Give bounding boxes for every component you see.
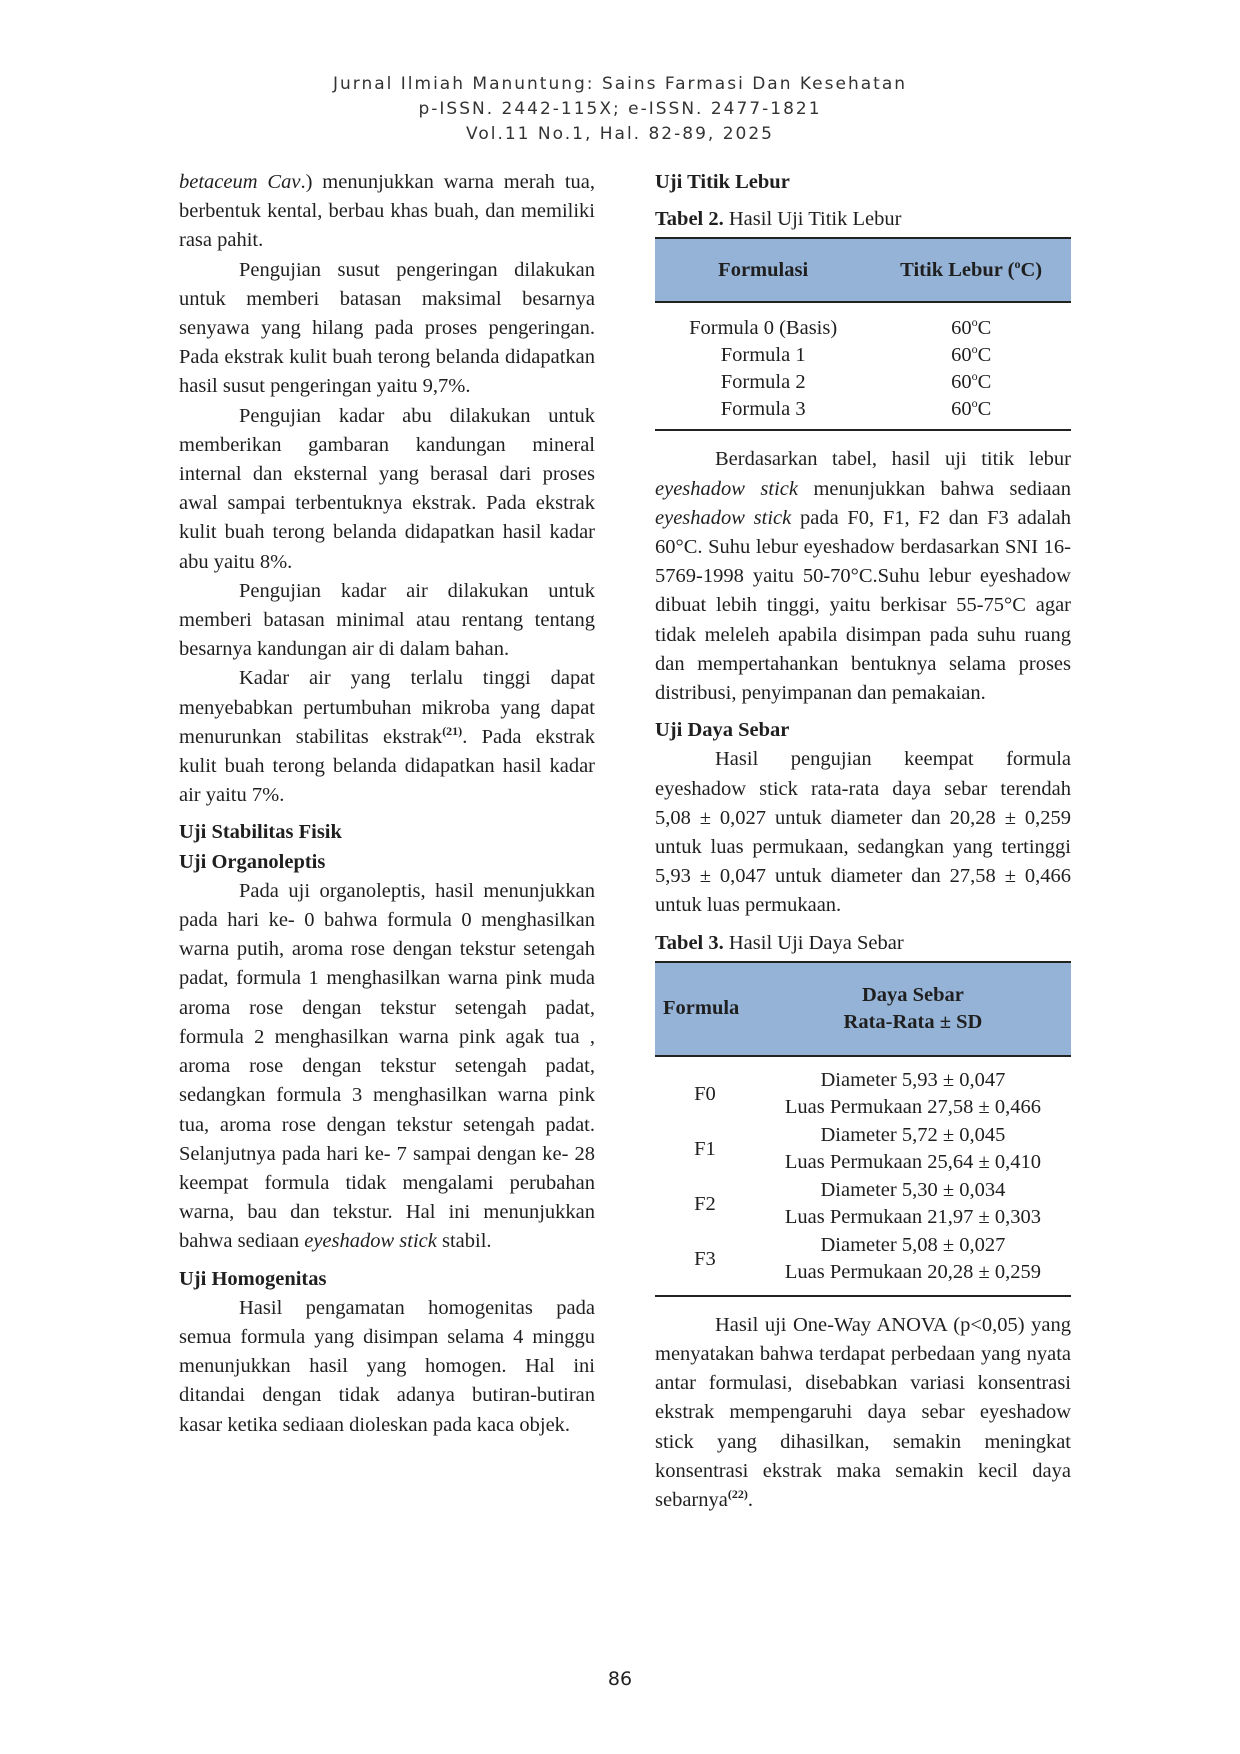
paragraph: Pengujian susut pengeringan dilakukan untuk memberi batasan maksimal besarnya senyawa yang hilang pada proses pengeringan. Pada ekstrak kulit buah terong belanda didapatkan hasil susut pengeringan yaitu 9,7%. xyxy=(179,258,595,398)
table-row: F2 Diameter 5,30 ± 0,034 Luas Permukaan 21,97 ± 0,303 xyxy=(694,1178,1041,1229)
table-row: Formula 0 (Basis) 60$^o$C xyxy=(689,315,992,340)
table-row: Formula 2 60$^o$C xyxy=(720,369,992,394)
paragraph: Hasil pengamatan homogenitas pada semua formula yang disimpan selama 4 minggu menunjukkan hasil yang homogen. Hal ini ditandai dengan tidak adanya butiran-butiran kasar ketika sediaan dioleskan pada kaca objek. xyxy=(179,1296,595,1436)
journal-issn: p-ISSN. 2442-115X; e-ISSN. 2477-1821 xyxy=(418,99,822,119)
paragraph: Kadar air yang terlalu tinggi dapat menyebabkan pertumbuhan mikroba yang dapat menurunkan stabilitas ekstrak$^{(21)}$. Pada ekstrak kulit buah terong belanda didapatkan hasil kadar air yaitu 7%. xyxy=(179,667,595,807)
section-heading: Uji Stabilitas Fisik xyxy=(179,821,342,844)
paragraph: Pada uji organoleptis, hasil menunjukkan pada hari ke- 0 bahwa formula 0 menghasilkan warna putih, aroma rose dengan tekstur setengah padat, formula 1 menghasilkan warna pink muda aroma rose dengan tekstur setengah padat, formula 2 menghasilkan warna pink agak tua , aroma rose dengan tekstur setengah padat, sedangkan formula 3 menghasilkan warna pink tua, aroma rose dengan tekstur setengah padat. Selanjutnya pada hari ke- 7 sampai dengan ke- 28 keempat formula tidak mengalami perubahan warna, bau dan tekstur. Hal ini menunjukkan bahwa sediaan eyeshadow stick stabil. xyxy=(179,879,595,1253)
melting-point-table xyxy=(655,237,1071,431)
table-row: F3 Diameter 5,08 ± 0,027 Luas Permukaan 20,28 ± 0,259 xyxy=(655,1232,1071,1296)
paragraph: Hasil pengujian keempat formula eyeshadow stick rata-rata daya sebar terendah 5,08 ± 0,027 untuk diameter dan 20,28 ± 0,259 untuk luas permukaan, sedangkan yang tertinggi 5,93 ± 0,047 untuk diameter dan 27,58 ± 0,466 untuk luas permukaan. xyxy=(655,748,1071,917)
citation: (22) xyxy=(727,1487,748,1502)
paragraph: betaceum Cav.) menunjukkan warna merah tua, berbentuk kental, berbau khas buah, dan memiliki rasa pahit. xyxy=(179,171,595,252)
table-caption: Tabel 2. Hasil Uji Titik Lebur xyxy=(655,208,902,231)
table-row: Formula 3 60$^o$C xyxy=(655,396,1071,430)
table-caption: Tabel 3. Hasil Uji Daya Sebar xyxy=(655,931,904,954)
species-name: betaceum Cav xyxy=(179,171,301,193)
table-header-cell: Formulasi xyxy=(655,238,871,302)
subsection-heading: Uji Homogenitas xyxy=(179,1267,327,1290)
table-header-cell: Formula xyxy=(655,962,755,1056)
left-column xyxy=(179,168,595,1440)
right-column xyxy=(655,168,1071,1515)
journal-title: Jurnal Ilmiah Manuntung: Sains Farmasi Dan Kesehatan xyxy=(332,74,908,94)
subsection-heading: Uji Organoleptis xyxy=(179,850,326,873)
table-header-cell: Daya Sebar Rata-Rata ± SD xyxy=(755,962,1071,1056)
table-row: F1 Diameter 5,72 ± 0,045 Luas Permukaan 25,64 ± 0,410 xyxy=(694,1123,1041,1174)
journal-volume: Vol.11 No.1, Hal. 82-89, 2025 xyxy=(466,124,774,144)
paragraph: Hasil uji One-Way ANOVA (p<0,05) yang menyatakan bahwa terdapat perbedaan yang nyata antar formulasi, disebabkan variasi konsentrasi ekstrak mempengaruhi daya sebar eyeshadow stick yang dihasilkan, semakin meningkat konsentrasi ekstrak maka semakin kecil daya sebarnya$^{(22)}$. xyxy=(655,1313,1071,1512)
paragraph: Pengujian kadar air dilakukan untuk memberi batasan minimal atau rentang tentang besarnya kandungan air di dalam bahan. xyxy=(179,579,595,661)
table-header-cell: Titik Lebur ($^o$C) xyxy=(871,238,1071,302)
table-row: F0 Diameter 5,93 ± 0,047 Luas Permukaan 27,58 ± 0,466 xyxy=(694,1068,1041,1119)
paragraph: Pengujian kadar abu dilakukan untuk memberikan gambaran kandungan mineral internal dan eksternal yang berasal dari proses awal sampai terbentuknya ekstrak. Pada ekstrak kulit buah terong belanda didapatkan hasil kadar abu yaitu 8%. xyxy=(179,404,595,573)
table-row: Formula 1 60$^o$C xyxy=(720,342,992,367)
subsection-heading: Uji Titik Lebur xyxy=(655,171,790,193)
paragraph: Berdasarkan tabel, hasil uji titik lebur eyeshadow stick menunjukkan bahwa sediaan eyeshadow stick pada F0, F1, F2 dan F3 adalah 60°C. Suhu lebur eyeshadow berdasarkan SNI 16-5769-1998 yaitu 50-70°C.Suhu lebur eyeshadow dibuat lebih tinggi, yaitu berkisar 55-75°C agar tidak meleleh apabila disimpan pada suhu ruang dan mempertahankan bentuknya selama proses distribusi, penyimpanan dan pemakaian. xyxy=(655,448,1072,705)
citation: (21) xyxy=(442,724,463,739)
journal-header xyxy=(0,72,1240,147)
page-number: 86 xyxy=(607,1668,633,1690)
spread-test-table xyxy=(655,961,1071,1297)
subsection-heading: Uji Daya Sebar xyxy=(655,719,790,742)
